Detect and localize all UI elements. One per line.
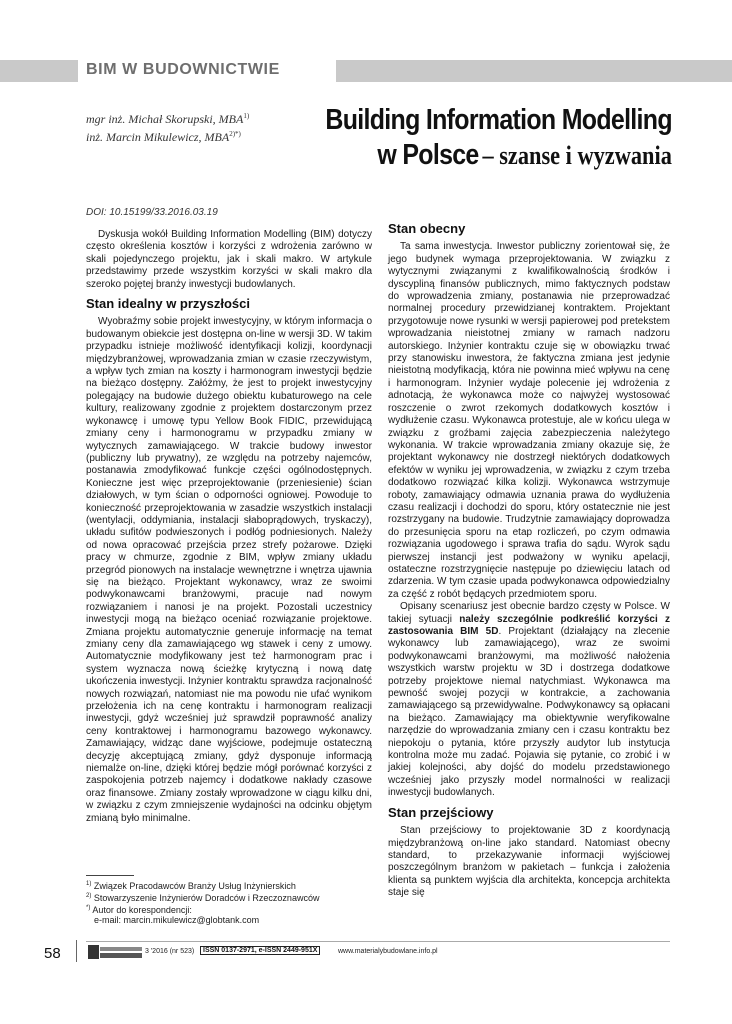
right-column xyxy=(388,223,670,900)
intro-paragraph: Dyskusja wokół Building Information Modelling (BIM) dotyczy często określenia kosztów i korzyści z wdrożenia zarówno w skali pojedynczego projektu, jak i skali makro. W artykule przedstawimy przede wszystkim korzyści w skali makro dla szeroko pojętej branży inwestycji budowlanych. xyxy=(86,229,372,290)
issn-box: ISSN 0137-2971, e-ISSN 2449-951X xyxy=(200,946,320,955)
footnote-1: $^{1)}$ Związek Pracodawców Branży Usług Inżynierskich xyxy=(86,881,296,891)
authors-block xyxy=(86,109,249,145)
doi: DOI: 10.15199/33.2016.03.19 xyxy=(86,207,218,218)
header-bar-left-block xyxy=(0,60,78,82)
footnote-divider xyxy=(86,875,134,876)
heading-stan-idealny: Stan idealny w przyszłości xyxy=(86,296,250,312)
article-title xyxy=(269,104,672,172)
paragraph: Ta sama inwestycja. Inwestor publiczny zorientował się, że jego budynek wymaga przeprojektowania. W związku z wytycznymi związanymi z kwalifikowalnością środków i dyscypliną finansów publicznych, mimo faktycznych podstaw do wprowadzenia zmiany, postanawia nie przeprowadzać normalnej procedury przewidzianej kontraktem. Projektant przygotowuje nowe rysunki w wersji papierowej pod pretekstem wprowadzania nieistotnej zmiany w ramach nadzoru autorskiego. Inżynier kontraktu czuje się w obowiązku trwać przy stanowisku inwestora, że faktyczna zmiana jest jedynie nieistotną modyfikacją, która nie powinna mieć wpływu na cenę i harmonogram. Inżynier wydaje polecenie jej wdrożenia z adnotacją, że wykonawca może co najwyżej wystosować roszczenie o zwrot rzekomych dodatkowych kosztów i wydłużenie czasu. Wykonawca protestuje, ale w końcu ulega w związku z groźbami zajęcia zabezpieczenia należytego wykonania. W trakcie wprowadzania zmiany okazuje się, że projektant wykonawcy nie dostrzegł niektórych dodatkowych efektów w wyniku jej wprowadzenia, w związku z czym trzeba dodatkowo rozwiązać kilka kolizji. Wykonawca wstrzymuje roboty, zamawiający odmawia uznania prawa do wydłużenia czasu realizacji i dochodzi do sporu, który ostatecznie nie jest rozstrzygany na budowie. Trudzytnie zamawiający doprowadza do przesunięcia sporu na etap rozliczeń, po czym odmawia rozwiązania ugodowego i sprawa trafia do sądu. Wyrok sądu pierwszej instancji jest podważony w wyniku apelacji, ostateczne rozstrzygnięcie następuje po dziewięciu latach od zdarzenia. W tym czasie upada podwykonawca odpowiedzialny za część z robót będących przedmiotem sporu. xyxy=(388,241,670,600)
header-bar-right-block xyxy=(336,60,732,82)
journal-url[interactable]: www.materialybudowlane.info.pl xyxy=(338,948,438,955)
paragraph: Stan przejściowy to projektowanie 3D z koordynacją międzybranżową on-line jako standard. Natomiast obecny standard, to przekazywanie informacji wyjściowej poszczególnym branżom w pakietach – funkcja i założenia klienta są punktem wyjścia dla architekta, koncepcja architekta staje się xyxy=(388,825,670,899)
footer-rule xyxy=(86,941,670,942)
paragraph: Wyobraźmy sobie projekt inwestycyjny, w którym informacja o budowanym obiekcie jest dostępna on-line w wersji 3D. W takim przypadku istnieje możliwość identyfikacji kolizji, koordynacji międzybranżowej, wprowadzania zmian w czasie rzeczywistym, a wpływ tych zmian na koszty i harmonogram inwestycji będzie na bieżąco dostępny. Załóżmy, że jest to projekt inwestycyjny polegający na budowie dużego obiektu kubaturowego na cele kultury, realizowany zgodnie z projektem dostarczonym przez wykonawcę i umowę typu Yellow Book FIDIC, przewidującą zmiany ceny i harmonogramu w przypadku zmiany w wytycznych zamawiającego. W trakcie budowy inwestor (publiczny lub prywatny), ze względu na potrzeby najemców, postanawia zmodyfikować funkcje części ogólnodostępnych. Konieczne jest więc przeprojektowanie (przeniesienie) ścian działowych, w tym ścian o odporności ogniowej. Powoduje to konieczność przeprojektowania w zasadzie wszystkich instalacji (wentylacji, oddymiania, instalacji słaboprądowych, tryskaczy), układu sufitów podwieszonych i podłóg podniesionych. Należy od nowa opracować przejścia przez strefy pożarowe. Dzięki pracy w chmurze, zgodnie z BIM, wpływ zmiany układu przegród pionowych na instalacje wewnętrzne i wnętrza ujawnia się na bieżąco. Projektant wykonawcy, wraz ze swoimi podwykonawcami branżowymi, pracuje nad nowym rozwiązaniem i nanosi je na projekt. Pozostali uczestnicy inwestycji mogą na bieżąco oceniać rozwiązanie projektowe. Zmiana projektu automatycznie generuje informację na temat zmiany ceny dla zamawiającego wg stawek i ceny z umowy. Automatycznie modyfikowany jest też harmonogram prac i system wyznacza nową ścieżkę krytyczną i nową datę ukończenia inwestycji. Inżynier kontraktu sprawdza racjonalność nowych rozwiązań, natomiast nie ma powodu nie ufać wynikom przełożenia ich na cenę kontraktu i harmonogram realizacji inwestycji, gdyż wcześniej już sprawdził poprawność analizy ceny kontraktowej i harmonogramu bazowego wykonawcy. Zamawiający, widząc dane wyjściowe, podejmuje ostateczną decyzję akceptującą zmiany, gdyż dysponuje informacją niemalże on-line, dzięki której będzie mógł porównać korzyści z zaspokojenia potrzeb najemcy i dodatkowe nakłady czasowe oraz finansowe. Zmiany zostały wprowadzone w ciągu kilku dni, w związku z czym zmniejszenie wydajności na odcinku objętym zmianą było minimalne. xyxy=(86,316,372,824)
paragraph: Opisany scenariusz jest obecnie bardzo częsty w Polsce. W takiej sytuacji należy szczególnie podkreślić korzyści z zastosowania BIM 5D. Projektant (działający na zlecenie wykonawcy lub zamawiającego), wraz ze swoimi podwykonawcami branżowymi, ma możliwość nałożenia wszystkich warstw projektu w 3D i dostrzega dodatkowe potrzeby projektowe niemal natychmiast. Wykonawca ma pewność swojej pozycji w kontrakcie, a zachowania zamawiającego są przewidywalne. Podwykonawcy są opłacani na bieżąco. Zamawiający ma obiektywnie weryfikowalne narzędzie do wprowadzania zmiany cen i czasu kontraktu bez niepokoju o pytania, które przyszły audytor lub instytucja kontrolna może mu zadać. Pojawia się pytanie, co zrobić i w jakiej kolejności, aby dojść do modelu przedstawionego wcześniej jako przyszły model normalności w realizacji inwestycji budowlanych. xyxy=(388,601,671,799)
section-label: BIM W BUDOWNICTWIE xyxy=(86,61,280,78)
title-line-2: w Polsce – szanse i wyzwania xyxy=(377,139,672,171)
heading-stan-przejsciowy: Stan przejściowy xyxy=(388,804,494,820)
footnote-2: $^{2)}$ Stowarzyszenie Inżynierów Doradców i Rzeczoznawców xyxy=(86,893,320,903)
section-header-bar xyxy=(0,60,732,82)
footnotes xyxy=(86,879,319,925)
correspondence-email: e-mail: marcin.mikulewicz@globtank.com xyxy=(94,915,260,925)
page-number: 58 xyxy=(44,945,61,962)
left-column xyxy=(86,229,372,825)
title-line-1: Building Information Modelling xyxy=(325,104,672,136)
author-1: mgr inż. Michał Skorupski, MBA$^{1)}$ xyxy=(86,112,250,126)
journal-logo xyxy=(88,944,142,960)
issue-info: 3 '2016 (nr 523) xyxy=(145,948,195,955)
author-2: inż. Marcin Mikulewicz, $MBA^{2)*)}$ xyxy=(86,130,241,144)
footnote-3: *) Autor do korespondencji: xyxy=(86,905,192,915)
page-number-divider xyxy=(76,940,77,962)
heading-stan-obecny: Stan obecny xyxy=(388,221,466,236)
